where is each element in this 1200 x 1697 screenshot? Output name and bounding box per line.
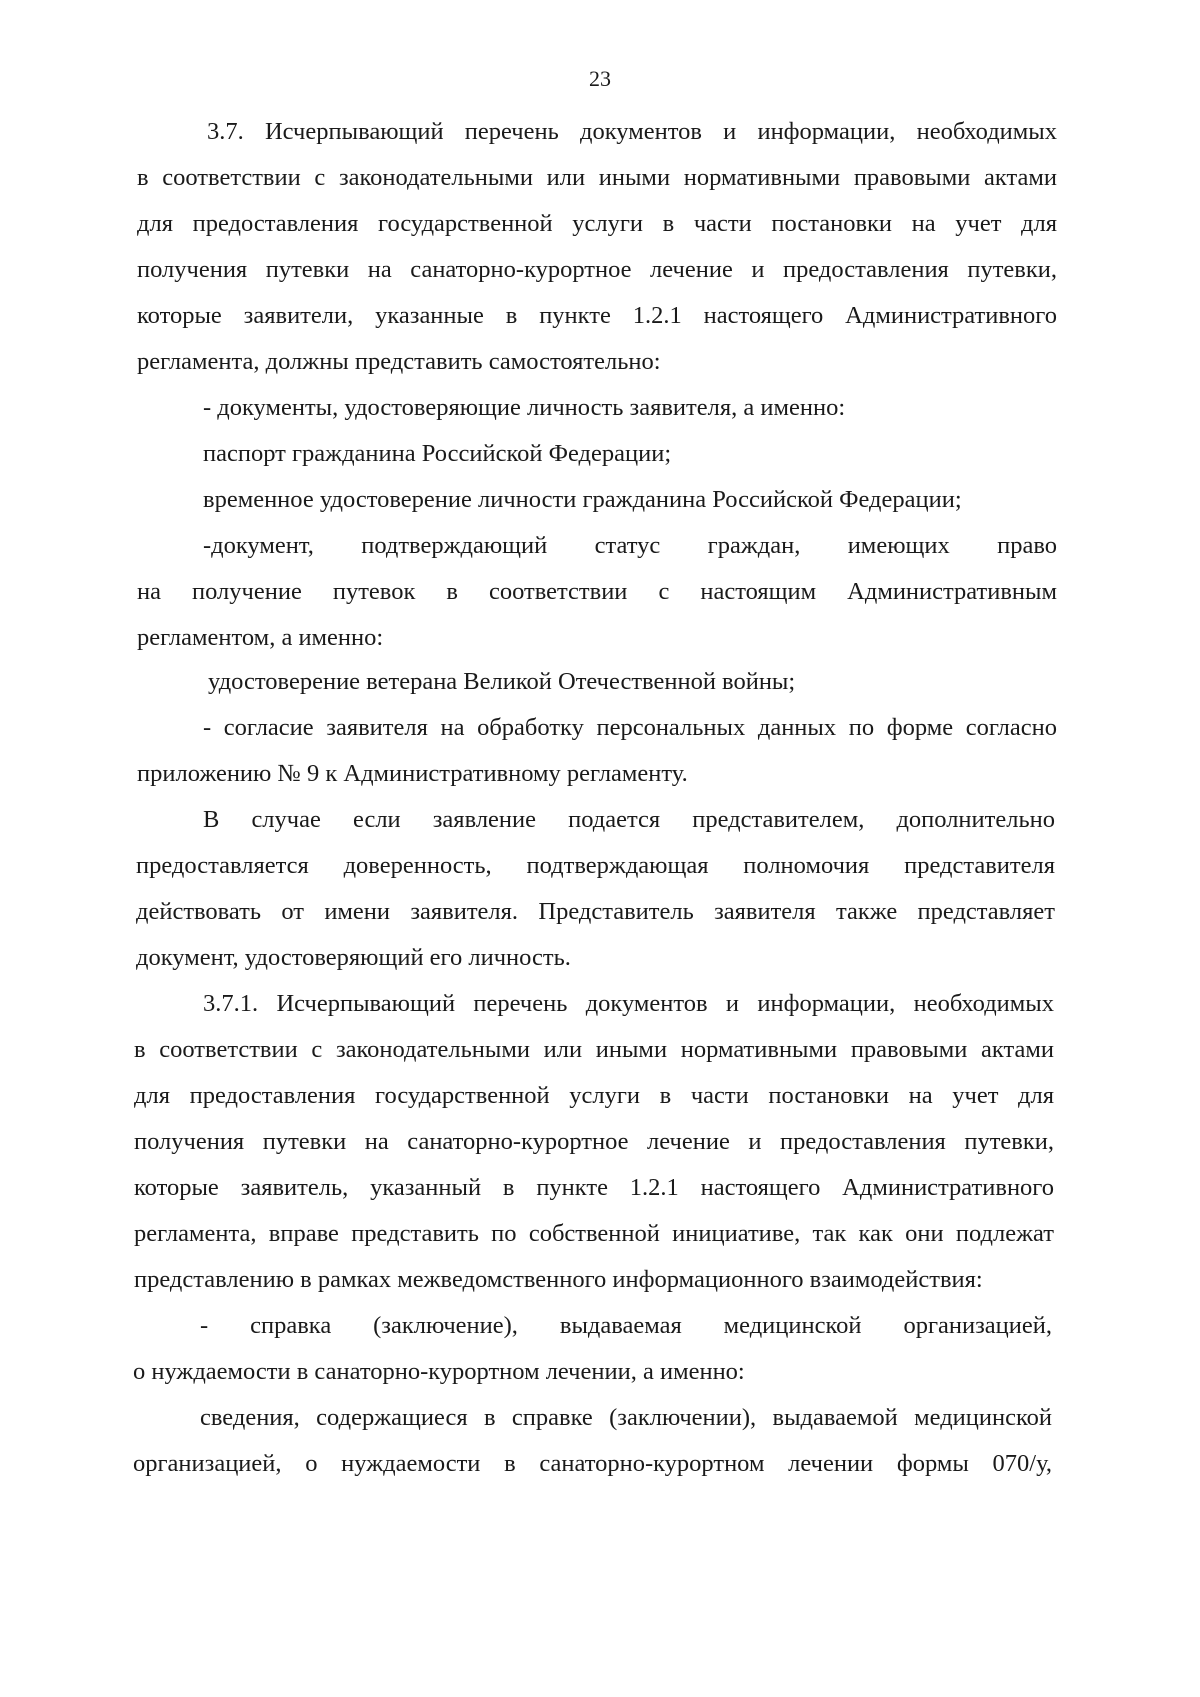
text-line: для предоставления государственной услуги в части постановки на учет для <box>134 1082 1054 1109</box>
text-line: - справка (заключение), выдаваемая медицинской организацией, <box>200 1312 1052 1339</box>
text-line: которые заявители, указанные в пункте 1.2.1 настоящего Административного <box>137 302 1057 329</box>
text-line: паспорт гражданина Российской Федерации; <box>203 440 672 467</box>
text-line: регламента, вправе представить по собственной инициативе, так как они подлежат <box>134 1220 1054 1247</box>
text-line: получения путевки на санаторно-курортное лечение и предоставления путевки, <box>134 1128 1054 1155</box>
text-line: временное удостоверение личности гражданина Российской Федерации; <box>203 486 962 513</box>
text-line: предоставляется доверенность, подтверждающая полномочия представителя <box>136 852 1055 879</box>
text-line: приложению № 9 к Административному регламенту. <box>137 760 688 787</box>
text-line: 3.7.1. Исчерпывающий перечень документов и информации, необходимых <box>203 990 1054 1017</box>
page-number: 23 <box>589 66 611 91</box>
text-line: В случае если заявление подается представителем, дополнительно <box>203 806 1055 833</box>
text-line: на получение путевок в соответствии с настоящим Административным <box>137 578 1057 605</box>
text-line: -документ, подтверждающий статус граждан, имеющих право <box>203 532 1057 559</box>
text-line: представлению в рамках межведомственного информационного взаимодействия: <box>134 1266 983 1293</box>
text-line: - согласие заявителя на обработку персональных данных по форме согласно <box>203 714 1057 741</box>
text-line: документ, удостоверяющий его личность. <box>136 944 571 971</box>
text-line: регламентом, а именно: <box>137 624 384 651</box>
text-line: получения путевки на санаторно-курортное лечение и предоставления путевки, <box>137 256 1057 283</box>
text-line: удостоверение ветерана Великой Отечественной войны; <box>208 668 796 695</box>
text-line: сведения, содержащиеся в справке (заключении), выдаваемой медицинской <box>200 1404 1052 1431</box>
text-line: - документы, удостоверяющие личность заявителя, а именно: <box>203 394 846 421</box>
text-line: в соответствии с законодательными или иными нормативными правовыми актами <box>137 164 1057 191</box>
text-line: для предоставления государственной услуги в части постановки на учет для <box>137 210 1057 237</box>
text-line: регламента, должны представить самостоятельно: <box>137 348 661 375</box>
text-line: которые заявитель, указанный в пункте 1.2.1 настоящего Административного <box>134 1174 1054 1201</box>
text-line: 3.7. Исчерпывающий перечень документов и информации, необходимых <box>207 118 1057 145</box>
text-line: о нуждаемости в санаторно-курортном лечении, а именно: <box>133 1358 745 1385</box>
text-line: организацией, о нуждаемости в санаторно-курортном лечении формы 070/у, <box>133 1450 1052 1477</box>
text-line: в соответствии с законодательными или иными нормативными правовыми актами <box>134 1036 1054 1063</box>
text-line: действовать от имени заявителя. Представитель заявителя также представляет <box>136 898 1055 925</box>
